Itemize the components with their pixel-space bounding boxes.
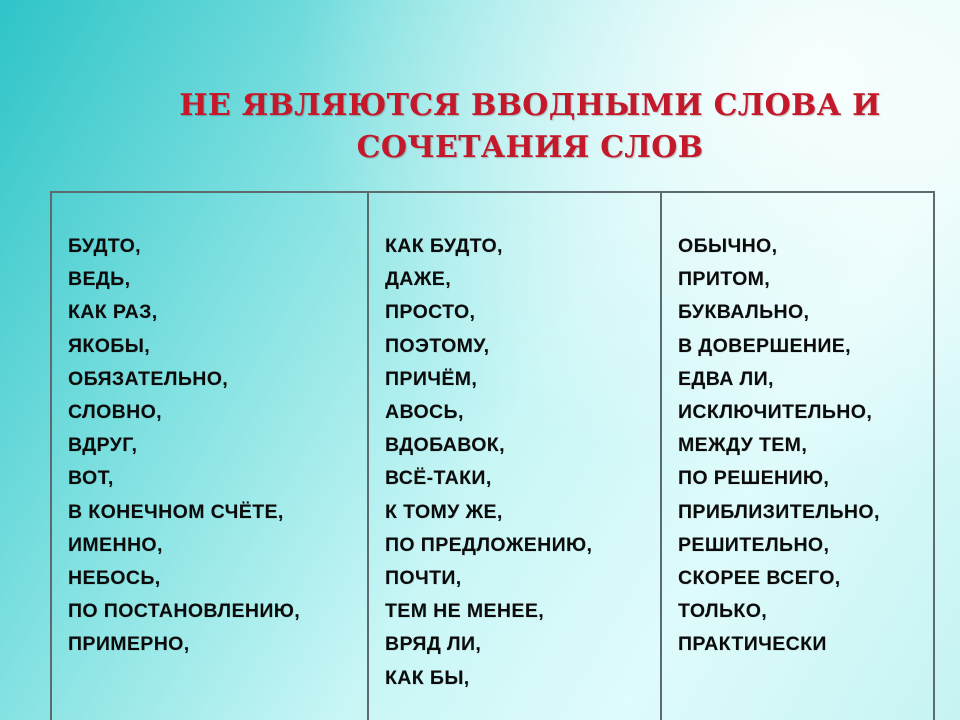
word-item: ВОТ,: [68, 467, 114, 490]
word-item: ВРЯД ЛИ,: [385, 633, 482, 656]
word-item: КАК БЫ,: [385, 666, 470, 689]
word-item: ИСКЛЮЧИТЕЛЬНО,: [678, 401, 873, 424]
word-item: ТОЛЬКО,: [678, 600, 768, 623]
word-item: ПРИБЛИЗИТЕЛЬНО,: [678, 500, 880, 523]
word-item: КАК РАЗ,: [68, 301, 158, 324]
word-item: ДАЖЕ,: [385, 268, 452, 291]
word-item: ЕДВА ЛИ,: [678, 367, 774, 390]
words-column-2: [367, 193, 660, 720]
word-item: БУДТО,: [68, 235, 141, 257]
word-item: МЕЖДУ ТЕМ,: [678, 434, 808, 457]
word-item: ИМЕННО,: [68, 533, 163, 556]
words-list-3: [678, 230, 880, 662]
word-item: ПОЭТОМУ,: [385, 334, 490, 357]
word-item: НЕБОСЬ,: [68, 567, 161, 590]
slide-title: [160, 85, 900, 169]
word-item: ПРИТОМ,: [678, 268, 771, 291]
word-item: ПО РЕШЕНИЮ,: [678, 467, 830, 490]
words-column-1: [52, 193, 367, 720]
word-item: ТЕМ НЕ МЕНЕЕ,: [385, 600, 545, 623]
word-item: ПРИЧЁМ,: [385, 367, 478, 390]
words-column-3: [660, 193, 933, 720]
words-list-1: [68, 230, 300, 662]
word-item: ОБЫЧНО,: [678, 235, 778, 257]
word-item: ПРОСТО,: [385, 301, 476, 324]
slide-title-line-2: СОЧЕТАНИЯ СЛОВ: [356, 130, 704, 165]
word-item: ЯКОБЫ,: [68, 334, 151, 357]
word-item: ПО ПРЕДЛОЖЕНИЮ,: [385, 533, 593, 556]
word-item: АВОСЬ,: [385, 401, 464, 424]
word-item: ВЕДЬ,: [68, 268, 131, 291]
word-item: В КОНЕЧНОМ СЧЁТЕ,: [68, 500, 284, 523]
word-item: В ДОВЕРШЕНИЕ,: [678, 334, 851, 357]
word-item: ПРИМЕРНО,: [68, 633, 190, 656]
word-item: БУКВАЛЬНО,: [678, 301, 810, 324]
word-item: СЛОВНО,: [68, 401, 162, 424]
word-item: ПРАКТИЧЕСКИ: [678, 633, 827, 656]
slide-title-line-1: НЕ ЯВЛЯЮТСЯ ВВОДНЫМИ СЛОВА И: [179, 88, 881, 123]
word-item: К ТОМУ ЖЕ,: [385, 500, 503, 523]
words-table: [50, 191, 935, 720]
word-item: ПОЧТИ,: [385, 567, 462, 590]
word-item: ОБЯЗАТЕЛЬНО,: [68, 367, 229, 390]
word-item: ПО ПОСТАНОВЛЕНИЮ,: [68, 600, 301, 623]
word-item: ВСЁ-ТАКИ,: [385, 467, 492, 490]
words-list-2: [385, 230, 592, 695]
word-item: СКОРЕЕ ВСЕГО,: [678, 567, 841, 590]
word-item: РЕШИТЕЛЬНО,: [678, 533, 830, 556]
word-item: ВДРУГ,: [68, 434, 138, 457]
word-item: КАК БУДТО,: [385, 235, 503, 257]
word-item: ВДОБАВОК,: [385, 434, 505, 457]
